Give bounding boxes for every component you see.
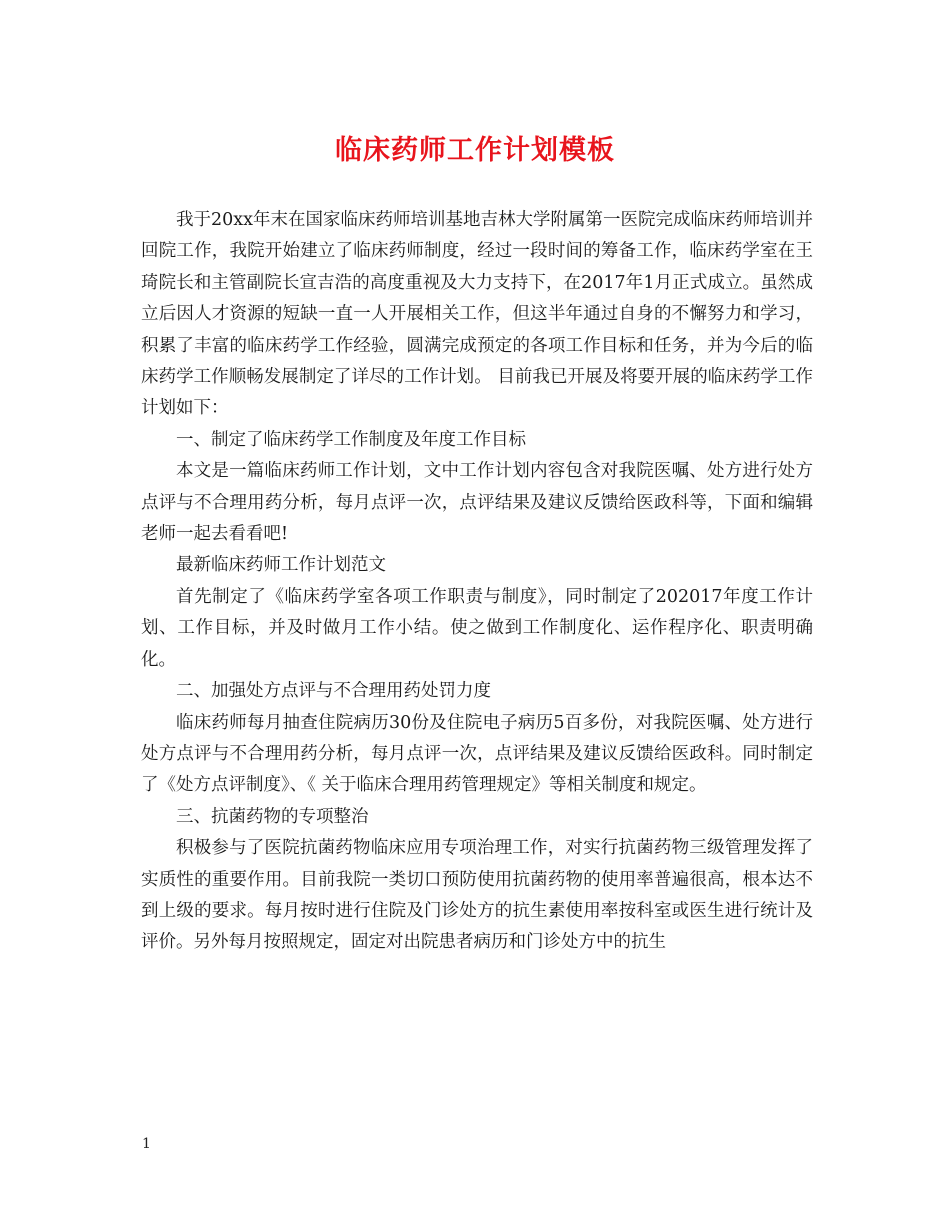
paragraph-summary: 本文是一篇临床药师工作计划，文中工作计划内容包含对我院医嘱、处方进行处方点评与不合理用药分析，每月点评一次，点评结果及建议反馈给医政科等，下面和编辑老师一起去看看吧! bbox=[141, 461, 813, 545]
subheading-sample: 最新临床药师工作计划范文 bbox=[176, 555, 386, 576]
paragraph-section-1: 首先制定了《临床药学室各项工作职责与制度》，同时制定了202017年度工作计划、工作目标，并及时做月工作小结。使之做到工作制度化、运作程序化、职责明确化。 bbox=[141, 586, 813, 670]
page-number: 1 bbox=[142, 1136, 151, 1152]
paragraph-section-3: 积极参与了医院抗菌药物临床应用专项治理工作，对实行抗菌药物三级管理发挥了实质性的重要作用。目前我院一类切口预防使用抗菌药物的使用率普遍很高，根本达不到上级的要求。每月按时进行住院及门诊处方的抗生素使用率按科室或医生进行统计及评价。另外每月按照规定，固定对出院患者病历和门诊处方中的抗生 bbox=[141, 838, 813, 953]
document-title: 临床药师工作计划模板 bbox=[335, 135, 615, 166]
section-heading-2: 二、加强处方点评与不合理用药处罚力度 bbox=[176, 681, 491, 702]
section-heading-3: 三、抗菌药物的专项整治 bbox=[176, 806, 369, 827]
paragraph-intro: 我于20xx年末在国家临床药师培训基地吉林大学附属第一医院完成临床药师培训并回院工作，我院开始建立了临床药师制度，经过一段时间的筹备工作，临床药学室在王琦院长和主管副院长宣吉浩的高度重视及大力支持下，在2017年1月正式成立。虽然成立后因人才资源的短缺一直一人开展相关工作，但这半年通过自身的不懈努力和学习，积累了丰富的临床药学工作经验，圆满完成预定的各项工作目标和任务，并为今后的临床药学工作顺畅发展制定了详尽的工作计划。 目前我已开展及将要开展的临床药学工作计划如下： bbox=[141, 210, 814, 419]
paragraph-section-2: 临床药师每月抽查住院病历30份及住院电子病历5百多份，对我院医嘱、处方进行处方点评与不合理用药分析，每月点评一次，点评结果及建议反馈给医政科。同时制定了《处方点评制度》、《 关于临床合理用药管理规定》等相关制度和规定。 bbox=[141, 712, 813, 796]
document-body bbox=[141, 205, 813, 959]
section-heading-1: 一、制定了临床药学工作制度及年度工作目标 bbox=[176, 429, 526, 450]
